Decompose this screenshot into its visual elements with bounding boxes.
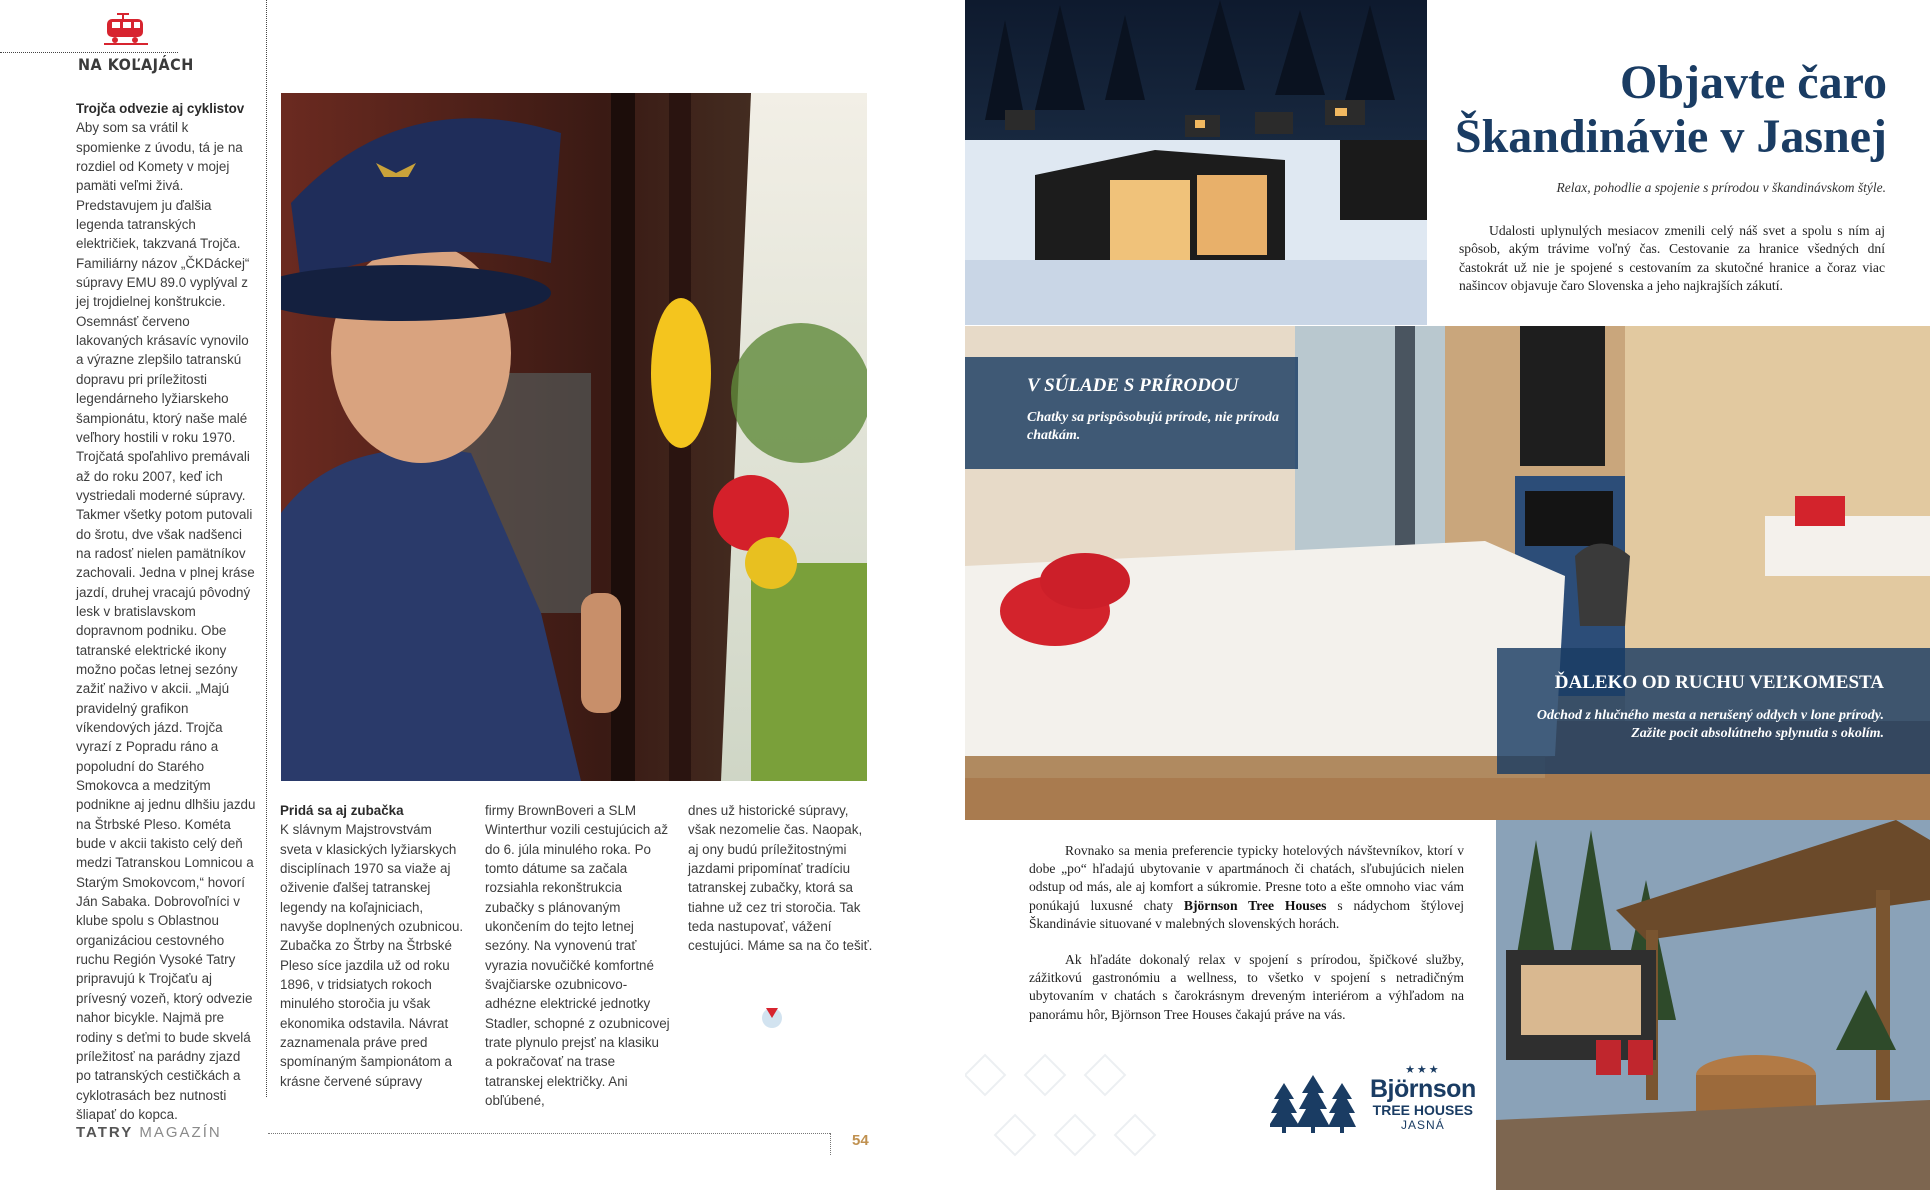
subheading-trojca: Trojča odvezie aj cyklistov	[76, 101, 245, 116]
article-subtitle: Relax, pohodlie a spojenie s prírodou v škandinávskom štýle.	[1556, 180, 1886, 195]
caption-heading-nature: V SÚLADE S PRÍRODOU	[1027, 375, 1239, 396]
paragraph-zubacka-end: dnes už historické súpravy, však nezomelie čas. Naopak, aj ony budú príležitostnými jazdami pripomínať tradíciu tatranskej zubačky, ktorá sa tiahne už cez tri storočia. Tak teda nastupovať, vážení cestujúci. Máme sa na čo tešiť.	[688, 803, 873, 954]
bjornson-logo	[1370, 1064, 1476, 1133]
paragraph-preferences: Rovnako sa menia preferencie typicky hotelových návštevníkov, ktorí v dobe „po“ hľadajú ubytovanie v apartmánoch či chatách, sľubujúcich nielen odstup od más, ale aj komfort a súkromie. Presne toto a ešte omnoho viac vám ponúkajú luxusné chaty Björnson Tree Houses s nádychom štýlovej Škandinávie situované v malebných slovenských horách.	[1029, 843, 1465, 931]
conductor-photo	[281, 93, 867, 781]
logo-stars: ★★★	[1405, 1064, 1441, 1076]
intro-paragraph: Udalosti uplynulých mesiacov zmenili celý náš svet a spolu s ním aj spôsob, akým trávime voľný čas. Cestovanie za hranice všedných dní častokrát už nie je spojené s cestovaním za skutočné hranice a čoraz viac našincov objavuje čaro Slovenska a jeho najkrajších zákutí.	[1459, 223, 1885, 293]
section-label: NA KOĽAJÁCH	[78, 55, 194, 74]
end-marker-triangle-icon	[766, 1008, 778, 1018]
footer-rule	[268, 1133, 830, 1134]
caption-box-nature	[965, 357, 1298, 469]
article-title: Objavte čaro Škandinávie v Jasnej	[1454, 56, 1887, 163]
caption-text-city: Odchod z hlučného mesta a nerušený oddych v lone prírody. Zažite pocit absolútneho splynutia s okolím.	[1536, 708, 1884, 741]
logo-brand: Björnson	[1370, 1075, 1476, 1103]
cabins-night-photo	[965, 0, 1427, 325]
paragraph-trojca: Aby som sa vrátil k spomienke z úvodu, tá je na rozdiel od Komety v mojej pamäti veľmi živá. Predstavujem ju ďalšia legenda tatranských električiek, takzvaná Trojča. Familiárny názov „ČKDáckej“ súpravy EMU 89.0 vyplýval z jej trojdielnej konštrukcie. Osemnásť červeno lakovaných krásavíc vynovilo a výrazne zlepšilo tatranskú dopravu pri príležitosti legendárneho lyžiarskeho šampionátu, ktorý naše malé veľhory hostili v roku 1970. Trojčatá spoľahlivo premávali až do roku 2007, keď ich vystriedali moderné súpravy. Takmer všetky potom putovali do šrotu, dve však nadšenci na radosť nielen pamätníkov zachovali. Jedna v plnej kráse jazdí, druhej vracajú pôvodný lesk v bratislavskom dopravnom podniku. Obe tatranské elektrické ikony možno počas letnej sezóny zažiť naživo v akcii. „Majú pravidelný grafikon víkendových jázd. Trojča vyrazí z Popradu ráno a popoludní do Starého Smokovca a medzitým podnikne aj jednu dlhšiu jazdu na Štrbské Pleso. Kométa bude v akcii takisto celý deň medzi Tatranskou Lomnicou a Starým Smokovcom,“ hovorí Ján Sabaka. Dobrovoľníci v klube spolu s Oblastnou organizáciou cestovného ruchu Región Vysoké Tatry pripravujú k Trojčaťu aj prívesný vozeň, ktorý odvezie nahor bicykle. Najmä pre rodiny s deťmi to bude skvelá príležitosť na parádny zjazd po tatranských cestičkách a cyklotrasách bez nutnosti šliapať do kopca.	[76, 120, 256, 1122]
train-icon	[104, 13, 148, 45]
caption-text-nature: Chatky sa prispôsobujú prírode, nie príroda chatkám.	[1027, 410, 1280, 443]
paragraph-zubacka-cont: firmy BrownBoveri a SLM Winterthur vozili cestujúcich až do 6. júla minulého roka. Po tomto dátume sa začala rozsiahla rekonštrukcia zubačky s plánovaným ukončením do tejto letnej sezóny. Na vynovenú trať vyrazia novučičké komfortné švajčiarske ozubnicovo-adhézne elektrické jednotky Stadler, schopné z ozubnicovej trate plynulo prejsť na klasiku a pokračovať na trase tatranskej električky. Ani obľúbené,	[485, 803, 670, 1109]
caption-box-city	[1497, 648, 1930, 774]
article-column-4	[688, 801, 873, 956]
article-column-2	[280, 801, 465, 1091]
logo-location: JASNÁ	[1401, 1118, 1445, 1132]
page-number: 54	[852, 1132, 869, 1149]
terrace-photo	[1496, 820, 1930, 1190]
tree-icon	[1270, 1075, 1356, 1135]
header-rule	[0, 52, 178, 53]
article-column-3	[485, 801, 670, 1111]
paragraph-zubacka: K slávnym Majstrovstvám sveta v klasických lyžiarskych disciplínach 1970 sa viaže aj oživenie ďalšej tatranskej legendy na koľajniciach, navyše doplnených ozubnicou. Zubačka zo Štrby na Štrbské Pleso síce jazdila už od roku 1896, v tridsiatych rokoch minulého storočia ju však ekonomika odstavila. Návrat zaznamenala práve pred spomínaným šampionátom a krásne červené súpravy	[280, 822, 464, 1089]
caption-heading-city: ĎALEKO OD RUCHU VEĽKOMESTA	[1554, 672, 1884, 693]
column-divider	[266, 0, 267, 1097]
subheading-zubacka: Pridá sa aj zubačka	[280, 803, 404, 818]
snowflake-pattern	[965, 1035, 1265, 1190]
article-column-1	[76, 99, 256, 1124]
footer-tick	[830, 1133, 831, 1155]
paragraph-relax: Ak hľadáte dokonalý relax v spojení s prírodou, špičkové služby, zážitkovú gastronómiu a wellness, to všetko v spojení s netradičným ubytovaním v chatách s čarokrásnym dreveným interiérom a výhľadom na panorámu hôr, Björnson Tree Houses čakajú práve na vás.	[1029, 952, 1464, 1022]
logo-subtitle: TREE HOUSES	[1372, 1102, 1474, 1118]
article-body-right	[1029, 842, 1464, 1042]
magazine-name: TATRY MAGAZÍN	[76, 1124, 222, 1141]
